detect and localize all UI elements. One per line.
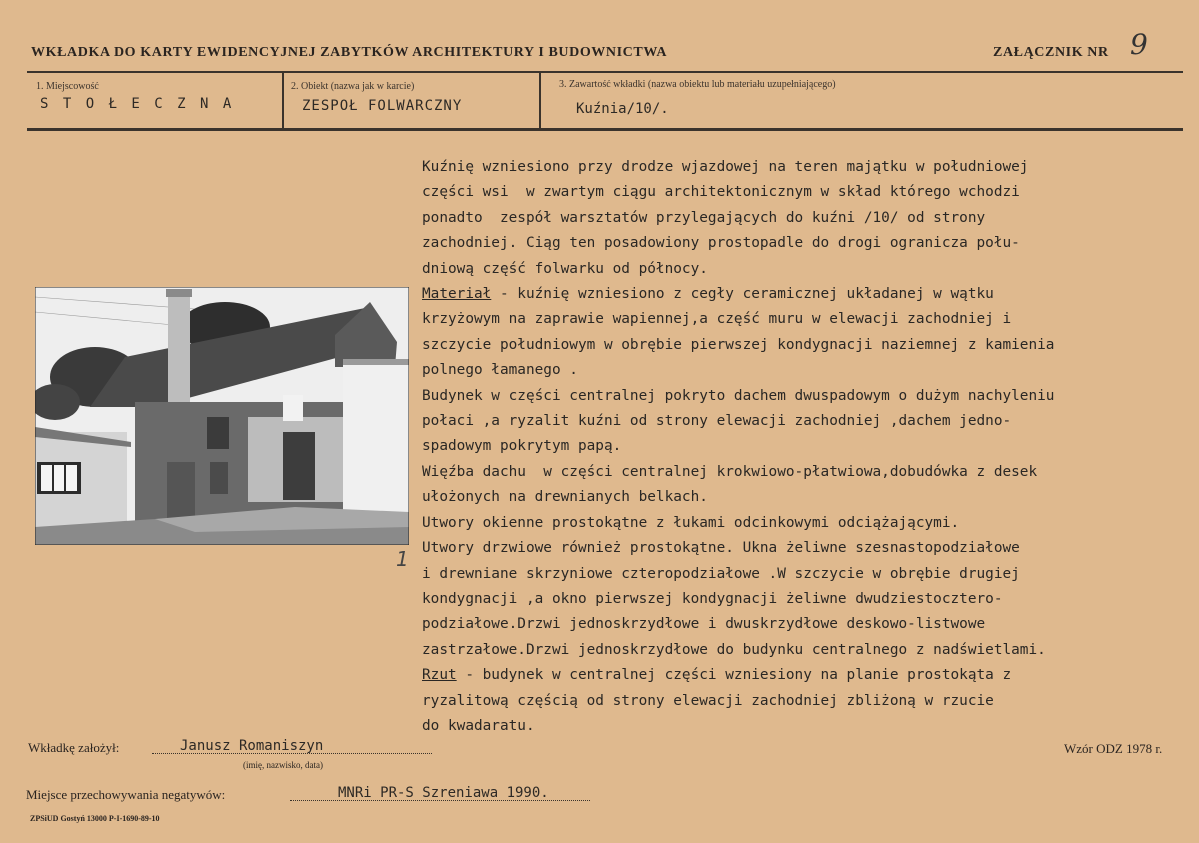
field-separator-1	[282, 73, 284, 129]
storage-label: Miejsce przechowywania negatywów:	[26, 787, 226, 802]
form-template-note: Wzór ODZ 1978 r.	[1064, 741, 1163, 756]
object-value: ZESPOŁ FOLWARCZNY	[302, 98, 463, 114]
founder-label: Wkładkę założył:	[28, 740, 120, 755]
content-label: 3. Zawartość wkładki (nazwa obiektu lub materiału uzupełniającego)	[559, 79, 836, 90]
object-label: 2. Obiekt (nazwa jak w karcie)	[291, 81, 415, 92]
form-title: WKŁADKA DO KARTY EWIDENCYJNEJ ZABYTKÓW ARCHITEKTURY I BUDOWNICTWA	[31, 45, 668, 60]
header-divider	[27, 71, 1183, 73]
founder-hint: (imię, nazwisko, data)	[243, 760, 323, 770]
locality-value: S T O Ł E C Z N A	[40, 96, 235, 112]
storage-value: MNRi PR-S Szreniawa 1990.	[338, 785, 549, 801]
attachment-label: ZAŁĄCZNIK NR	[993, 45, 1109, 60]
photo-number: 1	[396, 547, 409, 571]
material-paragraph: - kuźnię wzniesiono z cegły ceramicznej układanej w wątku krzyżowym na zaprawie wapiennej,a część muru w elewacji zachodniej i szczycie południowym w obrębie pierwszej kondygnacji naziemnej z kamienia polnego łamanego . Budynek w części centralnej pokryto dachem dwuspadowym o dużym nachyleniu połaci ,a ryzalit kuźni od strony elewacji zachodniej ,dachem jedno- spadowym pokrytym papą. Więźba dachu w części centralnej krokwiowo-płatwiowa,dobudówka z desek ułożonych na drewnianych belkach. Utwory okienne prostokątne z łukami odcinkowymi odciążającymi. Utwory drzwiowe również prostokątne. Ukna żeliwne szesnastopodziałowe i drewniane skrzyniowe czteropodziałowe .W szczycie w obrębie drugiej kondygnacji ,a okno pierwszej kondygnacji żeliwne dwudziestocztero- podziałowe.Drzwi jednoskrzydłowe i dwuskrzydłowe deskowo-listwowe zastrzałowe.Drzwi jednoskrzydłowe do budynku centralnego z nadświetlami.	[422, 286, 1055, 658]
attachment-number: 9	[1130, 28, 1148, 61]
rzut-heading: Rzut	[422, 667, 457, 684]
intro-paragraph: Kuźnię wzniesiono przy drodze wjazdowej na teren majątku w południowej części wsi w zwartym ciągu architektonicznym w skład którego wchodzi ponadto zespół warsztatów przylegających do kuźni /10/ od strony zachodniej. Ciąg ten posadowiony prostopadle do drogi ogranicza połu- dniową część folwarku od północy.	[422, 159, 1029, 277]
founder-value: Janusz Romaniszyn	[180, 738, 324, 754]
building-photo	[35, 287, 409, 545]
content-value: Kuźnia/10/.	[576, 101, 669, 117]
material-heading: Materiał	[422, 286, 492, 303]
rzut-paragraph: - budynek w centralnej części wzniesiony na planie prostokąta z ryzalitową częścią od strony elewacji zachodniej zbliżoną w rzucie do kwadaratu.	[422, 667, 1012, 734]
fields-divider	[27, 128, 1183, 131]
field-separator-2	[539, 73, 541, 129]
description-text	[422, 155, 1182, 739]
locality-label: 1. Miejscowość	[36, 81, 99, 92]
printer-imprint: ZPSiUD Gostyń 13000 P-I-1690-89-10	[30, 814, 160, 823]
